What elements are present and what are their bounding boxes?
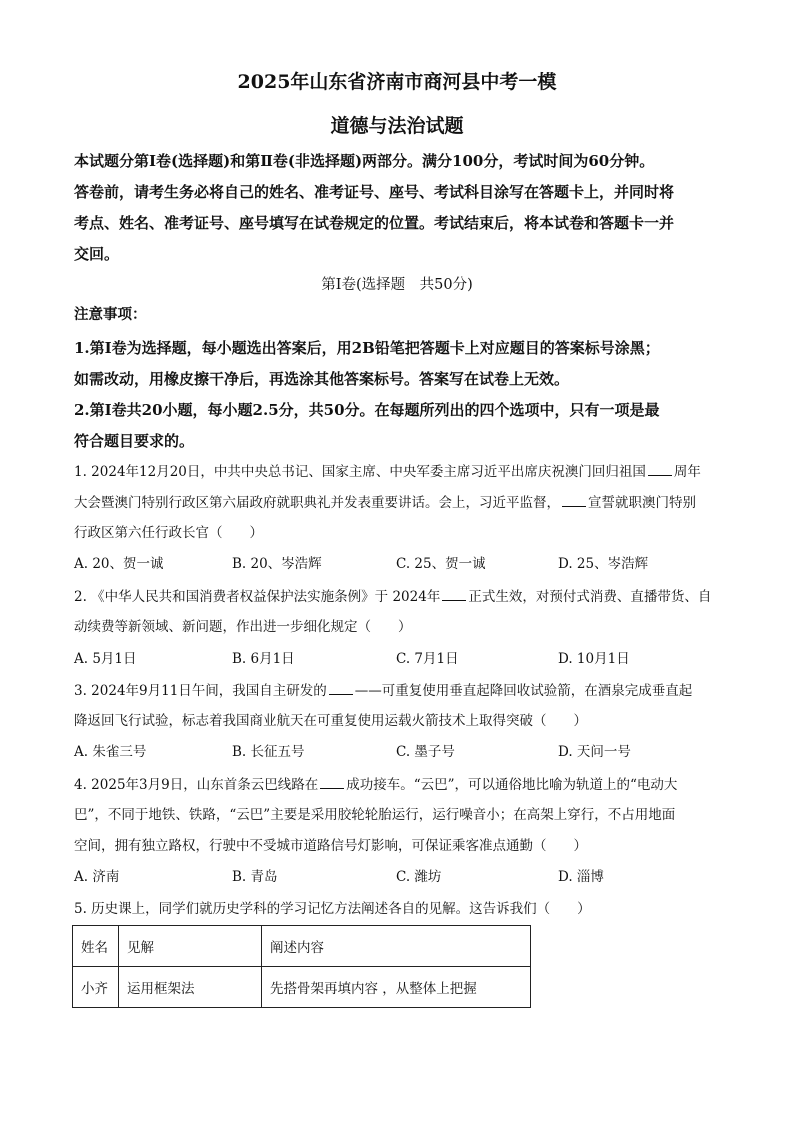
- option-a[interactable]: A. 20、贺一诚: [74, 556, 164, 572]
- question-text: 4. 2025年3月9日，山东首条云巴线路在: [74, 777, 319, 793]
- option-d[interactable]: D. 淄博: [558, 869, 604, 885]
- table-row: [73, 967, 531, 1008]
- question-text: 1. 2024年12月20日，中共中央总书记、国家主席、中央军委主席习近平出席庆祝澳门回归祖国: [74, 464, 646, 480]
- question-2-line: 动续费等新领域、新问题，作出进一步细化规定（ ）: [74, 619, 412, 635]
- option-c[interactable]: C. 7月1日: [396, 651, 459, 667]
- question-text: 大会暨澳门特别行政区第六届政府就职典礼并发表重要讲话。会上，习近平监督，: [74, 495, 560, 511]
- intro-line: 答卷前，请考生务必将自己的姓名、准考证号、座号、考试科目涂写在答题卡上，并同时将: [74, 183, 675, 201]
- option-a[interactable]: A. 济南: [74, 869, 120, 885]
- option-c[interactable]: C. 潍坊: [396, 869, 442, 885]
- intro-line: 本试题分第Ⅰ卷(选择题)和第Ⅱ卷(非选择题)两部分。满分100分，考试时间为60分钟。: [74, 152, 655, 170]
- table-cell: 先搭骨架再填内容 ，从整体上把握: [262, 967, 531, 1008]
- question-4-line: [74, 776, 677, 794]
- question-1-line: 行政区第六任行政长官（ ）: [74, 525, 263, 541]
- table-cell: 小齐: [73, 967, 119, 1008]
- question-text: 3. 2024年9月11日午间，我国自主研发的: [74, 683, 327, 699]
- option-b[interactable]: B. 6月1日: [232, 651, 295, 667]
- question-text: 宣誓就职澳门特别: [588, 495, 696, 511]
- section-title: 第Ⅰ卷(选择题 共50分): [321, 277, 473, 293]
- table-header-row: [73, 926, 531, 967]
- option-d[interactable]: D. 天问一号: [558, 744, 631, 760]
- question-text: 正式生效，对预付式消费、直播带货、自: [468, 589, 712, 605]
- question-4-line: 空间，拥有独立路权，行驶中不受城市道路信号灯影响，可保证乘客准点通勤（ ）: [74, 838, 587, 854]
- question-2-line: [74, 588, 711, 606]
- exam-title: 2025年山东省济南市商河县中考一模: [237, 71, 557, 93]
- question-text: 周年: [673, 464, 701, 480]
- notice-heading: 注意事项：: [74, 306, 147, 323]
- option-b[interactable]: B. 20、岑浩辉: [232, 556, 322, 572]
- answer-blank: [320, 776, 344, 789]
- question-1-line: [74, 494, 696, 512]
- question-1-line: [74, 463, 701, 481]
- intro-line: 考点、姓名、准考证号、座号填写在试卷规定的位置。考试结束后，将本试卷和答题卡一并: [74, 214, 675, 232]
- option-c[interactable]: C. 25、贺一诚: [396, 556, 486, 572]
- notice-line: 如需改动，用橡皮擦干净后，再选涂其他答案标号。答案写在试卷上无效。: [74, 370, 570, 388]
- question-3-line: 降返回飞行试验，标志着我国商业航天在可重复使用运载火箭技术上取得突破（ ）: [74, 713, 587, 729]
- table-header-cell: 阐述内容: [262, 926, 531, 967]
- opinion-table: [72, 925, 531, 1008]
- option-a[interactable]: A. 5月1日: [74, 651, 137, 667]
- option-b[interactable]: B. 长征五号: [232, 744, 305, 760]
- option-a[interactable]: A. 朱雀三号: [74, 744, 147, 760]
- question-4-line: 巴”，不同于地铁、铁路，“云巴”主要是采用胶轮轮胎运行，运行噪音小；在高架上穿行，不占用地面: [74, 807, 676, 823]
- table-header-cell: 见解: [119, 926, 262, 967]
- notice-line: 2.第Ⅰ卷共20小题，每小题2.5分，共50分。在每题所列出的四个选项中，只有一项是最: [74, 401, 660, 419]
- table-cell: 运用框架法: [119, 967, 262, 1008]
- question-5-line: 5. 历史课上，同学们就历史学科的学习记忆方法阐述各自的见解。这告诉我们（ ）: [74, 901, 591, 917]
- question-text: 成功接车。“云巴”，可以通俗地比喻为轨道上的“电动大: [346, 777, 678, 793]
- option-d[interactable]: D. 10月1日: [558, 651, 630, 667]
- option-b[interactable]: B. 青岛: [232, 869, 278, 885]
- intro-line: 交回。: [74, 245, 120, 263]
- option-c[interactable]: C. 墨子号: [396, 744, 455, 760]
- table-header-cell: 姓名: [73, 926, 119, 967]
- answer-blank: [648, 463, 672, 476]
- answer-blank: [562, 494, 586, 507]
- option-d[interactable]: D. 25、岑浩辉: [558, 556, 649, 572]
- answer-blank: [442, 588, 466, 601]
- question-text: ——可重复使用垂直起降回收试验箭，在酒泉完成垂直起: [354, 683, 693, 699]
- question-text: 2. 《中华人民共和国消费者权益保护法实施条例》于 2024年: [74, 589, 441, 605]
- answer-blank: [329, 682, 353, 695]
- exam-subtitle: 道德与法治试题: [330, 115, 464, 137]
- notice-line: 符合题目要求的。: [74, 432, 195, 450]
- question-3-line: [74, 682, 692, 700]
- notice-line: 1.第Ⅰ卷为选择题，每小题选出答案后，用2B铅笔把答题卡上对应题目的答案标号涂黑；: [74, 339, 660, 357]
